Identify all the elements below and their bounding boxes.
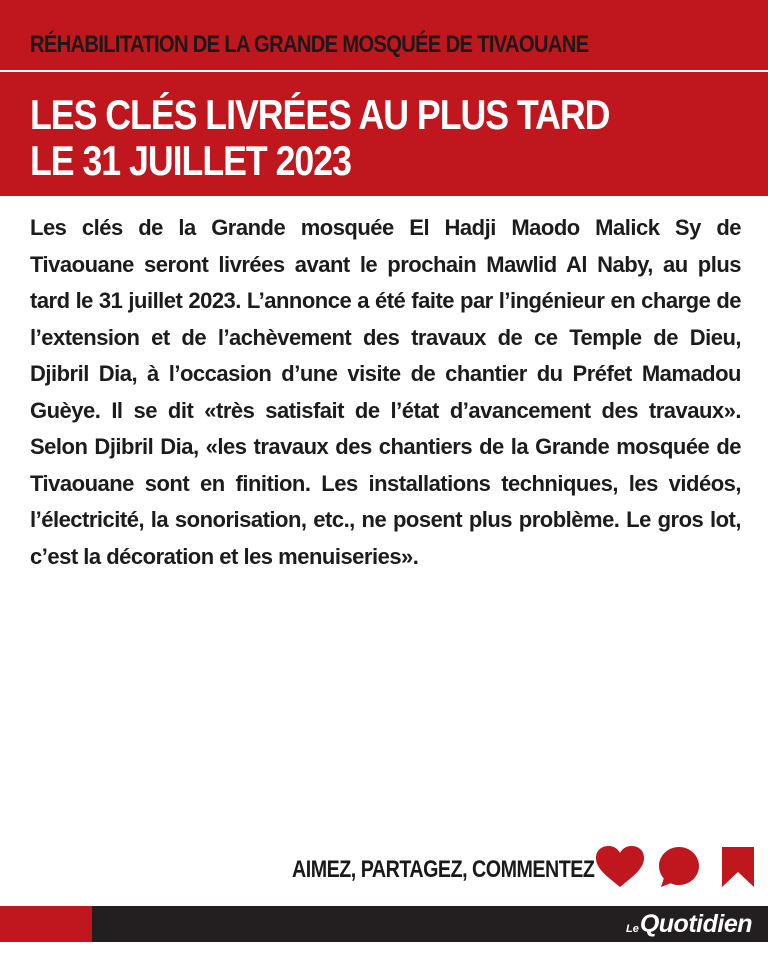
footer-bar [0,906,768,942]
header-band [0,0,768,196]
kicker-divider [0,70,768,72]
headline: LES CLÉS LIVRÉES AU PLUS TARD LE 31 JUILLET 2023 [30,91,610,184]
article-body: Les clés de la Grande mosquée El Hadji Maodo Malick Sy de Tivaouane seront livrées avant le prochain Mawlid Al Naby, au plus tard le 31 juillet 2023. L’annonce a été faite par l’ingénieur en charge de l’extension et de l’achèvement des travaux de ce Temple de Dieu, Djibril Dia, à l’occasion d’une visite de chantier du Préfet Mamadou Guèye. Il se dit «très satisfait de l’état d’avancement des travaux». Selon Djibril Dia, «les travaux des chantiers de la Grande mosquée de Tivaouane sont en finition. Les installations techniques, les vidéos, l’électricité, la sonorisation, etc., ne posent plus problème. Le gros lot, c’est la décoration et les menuiseries». [30,215,741,569]
bookmark-icon[interactable] [722,847,754,887]
heart-icon[interactable] [596,846,644,888]
cta-text: AIMEZ, PARTAGEZ, COMMENTEZ [292,856,595,883]
logo-wordmark: Quotidien [639,910,752,938]
section-kicker: RÉHABILITATION DE LA GRANDE MOSQUÉE DE TIVAOUANE [30,31,589,58]
footer-red-accent [0,906,92,942]
logo-prefix: Le [626,923,639,935]
comment-bubble-icon[interactable] [658,846,700,888]
quotidien-logo [626,906,752,942]
